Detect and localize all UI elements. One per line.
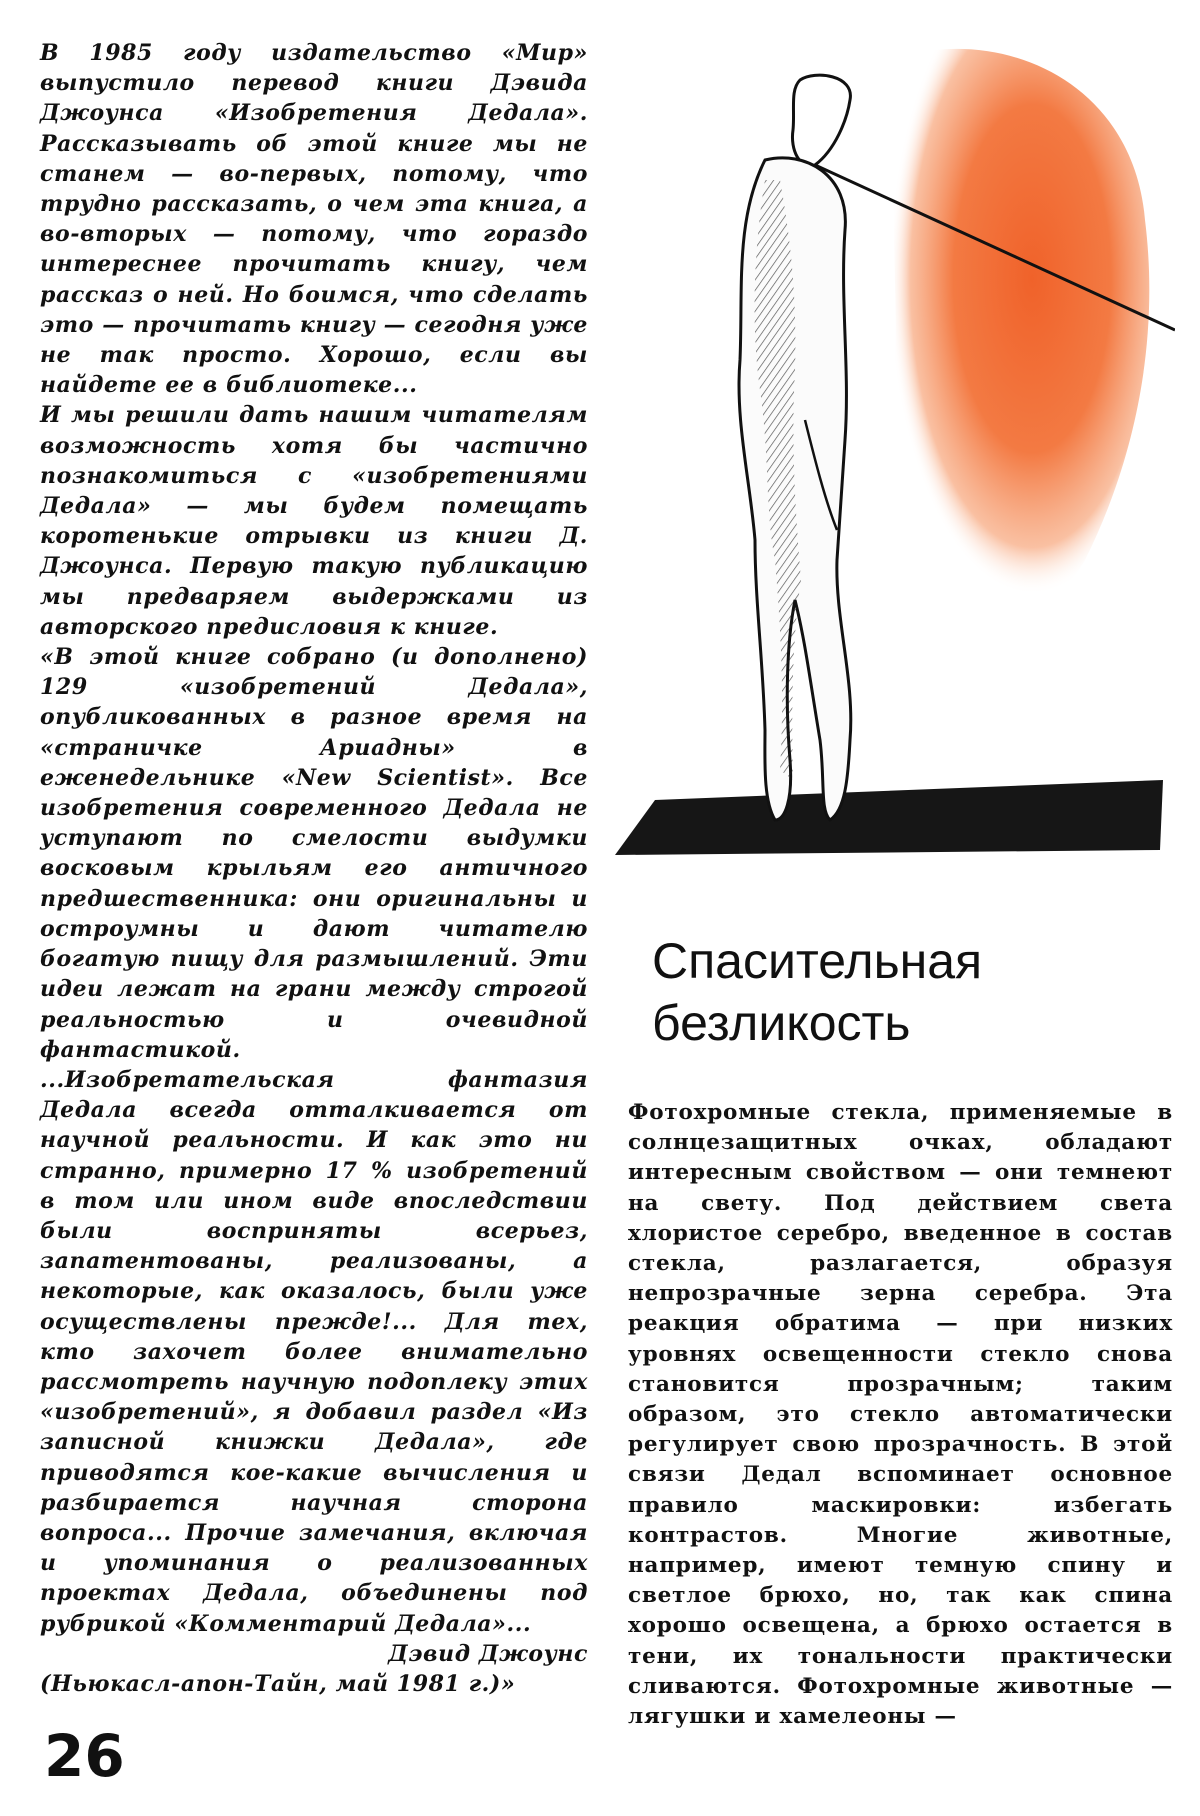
intro-paragraph-4: ...Изобретательская фантазия Дедала всегда отталкивается от научной реальности. И как это ни странно, примерно 17 % изобретений в том или ином виде впоследствии были восприняты всерьез, запатентованы, реализованы, а некоторые, как оказалось, были уже осуществлены прежде!... Для тех, кто захочет более внимательно рассмотреть научную подоплеку этих «изобретений», я добавил раздел «Из записной книжки Дедала», где приводятся кое-какие вычисления и разбирается научная сторона вопроса... Прочие замечания, включая и упоминания о реализованных проектах Дедала, объединены под рубрикой «Комментарий Дедала»... (40, 1066, 588, 1637)
orange-glow (889, 49, 1149, 623)
signature-name: Дэвид Джоунс (388, 1640, 588, 1667)
article-body: Фотохромные стекла, применяемые в солнцезащитных очках, обладают интересным свойством — они темнеют на свету. Под действием света хлористое серебро, введенное в состав стекла, разлагается, образуя непрозрачные зерна серебра. Эта реакция обратима — при низких уровнях освещенности стекло снова становится прозрачным; таким образом, это стекло автоматически регулирует свою прозрачность. В этой связи Дедал вспоминает основное правило маскировки: избегать контрастов. Многие животные, например, имеют темную спину и светлое брюхо, но, так как спина хорошо освещена, а брюхо остается в тени, их тональности практически сливаются. Фотохромные животные — лягушки и хамелеоны — (628, 1100, 1173, 1730)
page-number: 26 (44, 1722, 125, 1790)
figure-head (792, 75, 850, 166)
intro-paragraph-1: В 1985 году издательство «Мир» выпустило перевод книги Дэвида Джоунса «Изобретения Дедала». Рассказывать об этой книге мы не станем — во-первых, потому, что трудно рассказать, о чем эта книга, а во-вторых — потому, что гораздо интереснее прочитать книгу, чем рассказ о ней. Но боимся, что сделать это — прочитать книгу — сегодня уже не так просто. Хорошо, если вы найдете ее в библиотеке... (40, 40, 588, 399)
figure-illustration (615, 40, 1175, 880)
signature-place: (Ньюкасл-апон-Тайн, май 1981 г.)» (40, 1670, 516, 1697)
article-title-line-2: безликость (652, 995, 911, 1051)
floor-shadow (615, 780, 1163, 855)
figure-body (739, 158, 851, 820)
intro-paragraph-2: И мы решили дать нашим читателям возможность хотя бы частично познакомиться с «изобретениями Дедала» — мы будем помещать коротенькие отрывки из книги Д. Джоунса. Первую такую публикацию мы предваряем выдержками из авторского предисловия к книге. (40, 402, 588, 640)
article-title (652, 930, 1172, 1054)
intro-column (40, 38, 588, 1699)
intro-paragraph-3: «В этой книге собрано (и дополнено) 129 «изобретений Дедала», опубликованных в разное время на «страничке Ариадны» в еженедельнике «New Scientist». Все изобретения современного Дедала не уступают по смелости выдумки восковым крыльям его античного предшественника: они оригинальны и остроумны и дают читателю богатую пищу для размышлений. Эти идеи лежат на грани между строгой реальностью и очевидной фантастикой. (40, 644, 588, 1063)
standing-figure-drawing (615, 40, 1175, 880)
article-title-line-1: Спасительная (652, 933, 983, 989)
